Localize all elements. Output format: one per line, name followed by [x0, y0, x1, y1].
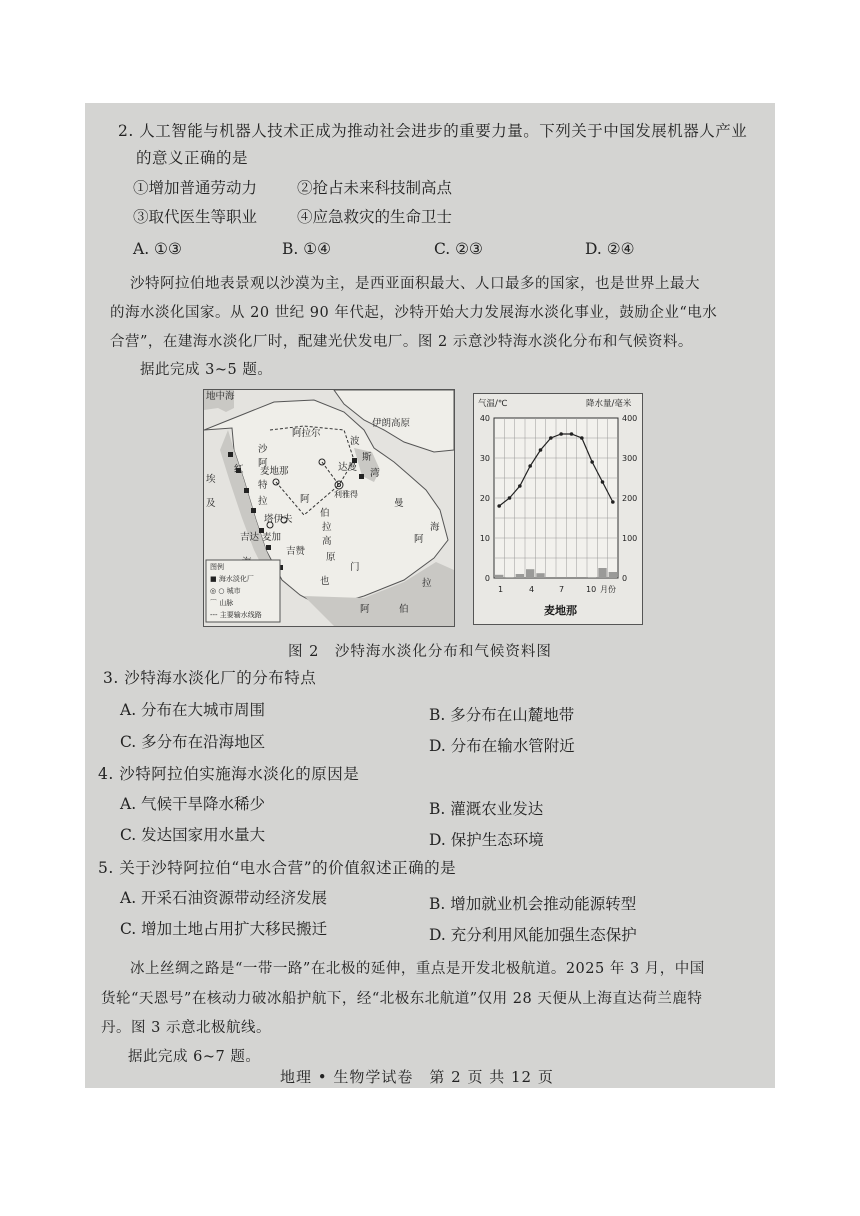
q3-option-a: A. 分布在大城市周围: [120, 701, 266, 719]
saudi-map: [203, 389, 455, 627]
station-name: 麦地那: [544, 604, 577, 617]
climate-chart: [473, 393, 643, 625]
map-label: 地中海: [206, 391, 235, 402]
map-label: 波: [350, 436, 360, 447]
map-label: 门: [350, 562, 360, 573]
passage1-line1: 沙特阿拉伯地表景观以沙漠为主，是西亚面积最大、人口最多的国家，也是世界上最大: [130, 276, 700, 292]
temperature-point: [549, 436, 553, 440]
map-legend-item: ◎ ○ 城市: [210, 587, 241, 595]
map-label: 阿: [360, 604, 370, 615]
map-label: 拉: [322, 522, 332, 533]
passage2-line2: 货轮“天恩号”在核动力破冰船护航下，经“北极东北航道”仅用 28 天便从上海直达荷兰鹿特: [101, 991, 703, 1007]
map-label: 拉: [422, 578, 432, 589]
map-label: 原: [326, 552, 336, 563]
map-label: 湾: [370, 468, 380, 479]
map-label: 阿拉尔: [292, 428, 321, 439]
map-label: 麦地那: [260, 466, 289, 477]
map-label: 阿: [300, 494, 310, 505]
saudi-map-svg: [204, 390, 454, 626]
x-tick: 月份: [600, 585, 616, 594]
map-legend-item: ⌒ 山脉: [210, 599, 234, 607]
right-axis-unit: 降水量/毫米: [586, 399, 632, 409]
precip-bar: [495, 575, 503, 578]
passage2-line1: 冰上丝绸之路是“一带一路”在北极的延伸，重点是开发北极航道。2025 年 3 月，中国: [130, 961, 705, 977]
right-tick: 200: [622, 494, 638, 503]
figure-caption: 图 2 沙特海水淡化分布和气候资料图: [288, 644, 552, 660]
map-label: 麦加: [262, 532, 282, 543]
precip-bar: [516, 574, 524, 578]
right-tick: 0: [622, 574, 628, 583]
x-tick: 1: [498, 585, 504, 594]
map-label: 红: [234, 464, 244, 475]
map-label: 达曼: [338, 462, 358, 473]
q2-item-1: ①增加普通劳动力: [133, 179, 258, 197]
q4-stem: 4. 沙特阿拉伯实施海水淡化的原因是: [98, 765, 360, 783]
precip-bar: [609, 572, 617, 578]
q5-option-d: D. 充分利用风能加强生态保护: [429, 926, 637, 944]
map-legend-item: ■ 海水淡化厂: [210, 575, 254, 583]
map-label: 阿: [414, 534, 424, 545]
q2-item-3: ③取代医生等职业: [133, 208, 258, 226]
left-tick: 40: [479, 414, 490, 423]
q5-option-a: A. 开采石油资源带动经济发展: [120, 889, 328, 907]
map-label: 沙: [258, 444, 268, 455]
right-tick: 300: [622, 454, 638, 463]
map-label: 伯: [320, 508, 330, 519]
precip-bar: [598, 568, 606, 578]
map-label: 利雅得: [334, 490, 358, 499]
temperature-point: [497, 504, 501, 508]
q5-option-b: B. 增加就业机会推动能源转型: [429, 895, 637, 913]
q2-stem-line2: 的意义正确的是: [136, 149, 249, 167]
q2-option-c: C. ②③: [434, 240, 483, 258]
map-label: 吉达: [240, 532, 260, 543]
temperature-point: [539, 448, 543, 452]
map-label: 特: [258, 480, 268, 491]
map-label: 海: [430, 522, 440, 533]
map-label: 阿: [258, 458, 268, 469]
map-label: 及: [206, 498, 216, 509]
q2-option-d: D. ②④: [585, 240, 635, 258]
page-footer: 地理 • 生物学试卷 第 2 页 共 12 页: [280, 1068, 554, 1086]
map-legend-title: 图例: [210, 563, 224, 571]
map-label: 拉: [258, 496, 268, 507]
map-label: 斯: [362, 452, 372, 463]
left-tick: 20: [479, 494, 490, 503]
precip-bar: [536, 573, 544, 578]
temperature-point: [611, 500, 615, 504]
passage1-line2: 的海水淡化国家。从 20 世纪 90 年代起，沙特开始大力发展海水淡化事业，鼓励企业“电水: [110, 305, 718, 321]
left-tick: 30: [479, 454, 490, 463]
q2-item-2: ②抢占未来科技制高点: [297, 179, 453, 197]
map-label: 也: [320, 576, 330, 587]
map-label: 伊朗高原: [372, 418, 411, 429]
temperature-point: [508, 496, 512, 500]
q3-option-d: D. 分布在输水管附近: [429, 737, 575, 755]
map-legend-item: --- 主要输水线路: [210, 611, 262, 619]
map-label: 曼: [394, 498, 404, 509]
passage2-line4: 据此完成 6~7 题。: [128, 1049, 261, 1065]
climate-chart-svg: [474, 394, 642, 624]
q3-option-c: C. 多分布在沿海地区: [120, 733, 266, 751]
q5-option-c: C. 增加土地占用扩大移民搬迁: [120, 920, 328, 938]
map-label: 伯: [399, 604, 409, 615]
right-tick: 400: [622, 414, 638, 423]
x-tick: 7: [559, 585, 565, 594]
q3-option-b: B. 多分布在山麓地带: [429, 706, 575, 724]
q4-option-b: B. 灌溉农业发达: [429, 800, 544, 818]
q2-option-b: B. ①④: [282, 240, 332, 258]
temperature-point: [580, 436, 584, 440]
temperature-point: [518, 484, 522, 488]
q4-option-c: C. 发达国家用水量大: [120, 826, 266, 844]
chart-grid: [494, 418, 618, 578]
precip-bar: [588, 577, 596, 578]
q4-option-d: D. 保护生态环境: [429, 831, 544, 849]
left-tick: 0: [484, 574, 490, 583]
passage2-line3: 丹。图 3 示意北极航线。: [101, 1020, 271, 1036]
q3-stem: 3. 沙特海水淡化厂的分布特点: [103, 669, 317, 687]
x-tick: 10: [586, 585, 597, 594]
exam-page: [85, 103, 775, 1088]
left-axis-unit: 气温/℃: [478, 399, 508, 409]
temperature-point: [559, 432, 563, 436]
q2-stem-line1: 2. 人工智能与机器人技术正成为推动社会进步的重要力量。下列关于中国发展机器人产业: [118, 122, 748, 140]
temperature-point: [601, 480, 605, 484]
q5-stem: 5. 关于沙特阿拉伯“电水合营”的价值叙述正确的是: [98, 859, 457, 877]
temperature-point: [570, 432, 574, 436]
temperature-point: [590, 460, 594, 464]
passage1-line3: 合营”，在建海水淡化厂时，配建光伏发电厂。图 2 示意沙特海水淡化分布和气候资料。: [110, 334, 693, 350]
q2-item-4: ④应急救灾的生命卫士: [297, 208, 453, 226]
passage1-line4: 据此完成 3~5 题。: [140, 362, 273, 378]
x-tick: 4: [529, 585, 535, 594]
map-label: 吉赞: [286, 546, 306, 557]
temperature-point: [528, 464, 532, 468]
q2-option-a: A. ①③: [133, 240, 182, 258]
precip-bar: [526, 569, 534, 578]
right-tick: 100: [622, 534, 638, 543]
precip-bar: [505, 577, 513, 578]
map-label: 高: [322, 536, 332, 547]
q4-option-a: A. 气候干旱降水稀少: [120, 795, 266, 813]
left-tick: 10: [479, 534, 490, 543]
map-label: 塔伊夫: [264, 514, 293, 525]
map-label: 埃: [206, 474, 216, 485]
